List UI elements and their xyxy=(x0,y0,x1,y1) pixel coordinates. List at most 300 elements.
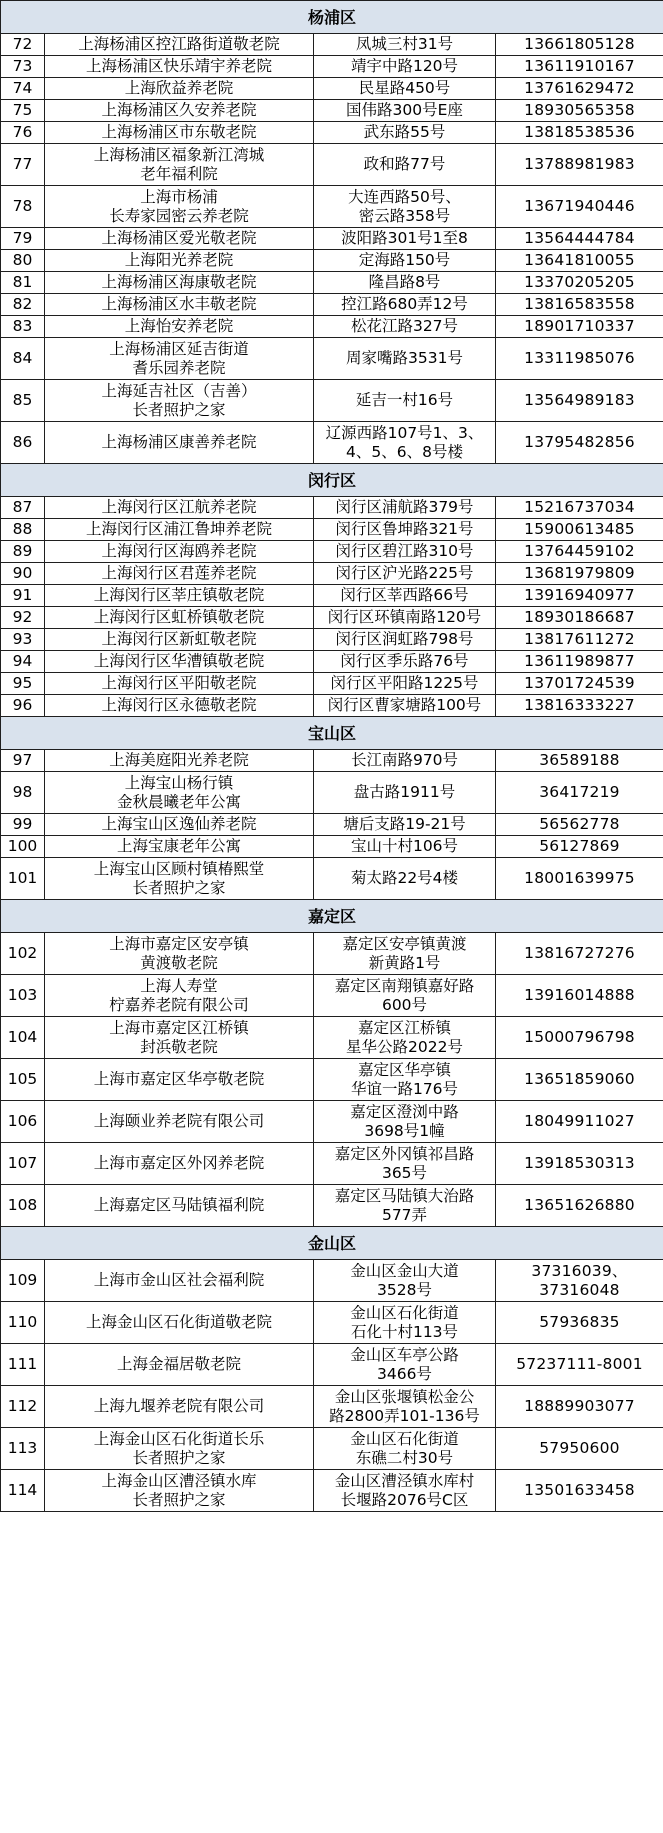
cell-address-line: 国伟路300号E座 xyxy=(346,101,463,119)
cell-phone xyxy=(496,56,663,78)
cell-name-line: 上海闵行区莘庄镇敬老院 xyxy=(93,586,265,604)
cell-name-line: 耆乐园养老院 xyxy=(132,358,226,377)
cell-phone-line: 13671940446 xyxy=(524,197,635,215)
cell-phone-line: 56127869 xyxy=(539,837,620,855)
cell-phone xyxy=(496,422,663,464)
cell-address-line: 600号 xyxy=(381,995,428,1014)
cell-address-line: 路2800弄101-136号 xyxy=(329,1406,480,1425)
cell-name xyxy=(45,858,314,900)
cell-address-line: 武东路55号 xyxy=(363,123,446,141)
table-row xyxy=(1,1101,663,1143)
cell-address-line: 3466号 xyxy=(377,1364,432,1383)
district-header-row xyxy=(1,1,663,34)
cell-phone xyxy=(496,814,663,836)
cell-address xyxy=(314,250,496,272)
cell-name xyxy=(45,607,314,629)
district-title: 杨浦区 xyxy=(1,1,663,34)
cell-address-line: 长堰路2076号C区 xyxy=(340,1490,469,1509)
cell-number: 84 xyxy=(1,338,45,380)
cell-name-line: 上海杨浦区水丰敬老院 xyxy=(101,295,257,313)
cell-address-line: 定海路150号 xyxy=(358,251,451,269)
cell-address-line: 金山区张堰镇松金公 xyxy=(334,1387,475,1406)
cell-phone-line: 13788981983 xyxy=(524,155,635,173)
cell-phone-line: 18049911027 xyxy=(524,1112,635,1130)
cell-name-line: 上海闵行区华漕镇敬老院 xyxy=(93,652,265,670)
cell-number: 109 xyxy=(1,1260,45,1302)
cell-phone xyxy=(496,1143,663,1185)
cell-phone xyxy=(496,673,663,695)
cell-address xyxy=(314,1470,496,1512)
cell-number: 93 xyxy=(1,629,45,651)
district-header-row xyxy=(1,1227,663,1260)
cell-name-line: 上海市嘉定区江桥镇 xyxy=(109,1018,249,1037)
cell-phone xyxy=(496,1386,663,1428)
cell-number: 95 xyxy=(1,673,45,695)
cell-name-line: 柠嘉养老院有限公司 xyxy=(109,995,249,1014)
cell-number: 96 xyxy=(1,695,45,717)
table-row xyxy=(1,497,663,519)
cell-address xyxy=(314,497,496,519)
table-row xyxy=(1,651,663,673)
cell-address xyxy=(314,228,496,250)
cell-address-line: 闵行区季乐路76号 xyxy=(340,652,469,670)
cell-name xyxy=(45,519,314,541)
cell-name-line: 上海闵行区新虹敬老院 xyxy=(101,630,257,648)
cell-phone xyxy=(496,836,663,858)
cell-name xyxy=(45,1470,314,1512)
cell-name xyxy=(45,750,314,772)
cell-name-line: 上海闵行区浦江鲁坤养老院 xyxy=(85,520,272,538)
cell-phone-line: 36417219 xyxy=(539,783,620,801)
cell-number: 89 xyxy=(1,541,45,563)
cell-number: 108 xyxy=(1,1185,45,1227)
cell-name-line: 上海金山区漕泾镇水库 xyxy=(101,1471,257,1490)
cell-phone xyxy=(496,651,663,673)
cell-phone xyxy=(496,1302,663,1344)
cell-number: 90 xyxy=(1,563,45,585)
cell-phone xyxy=(496,34,663,56)
cell-address xyxy=(314,294,496,316)
cell-phone-line: 15900613485 xyxy=(524,520,635,538)
cell-phone xyxy=(496,1428,663,1470)
cell-phone-line: 13501633458 xyxy=(524,1481,635,1499)
cell-phone-line: 13795482856 xyxy=(524,433,635,451)
cell-number: 113 xyxy=(1,1428,45,1470)
cell-name-line: 上海杨浦区海康敬老院 xyxy=(101,273,257,291)
cell-name-line: 上海闵行区虹桥镇敬老院 xyxy=(93,608,265,626)
cell-address-line: 4、5、6、8号楼 xyxy=(346,442,463,461)
cell-phone xyxy=(496,1470,663,1512)
cell-address-line: 闵行区莘西路66号 xyxy=(340,586,469,604)
cell-phone-line: 13916940977 xyxy=(524,586,635,604)
cell-number: 75 xyxy=(1,100,45,122)
cell-name xyxy=(45,651,314,673)
cell-address-line: 金山区石化街道 xyxy=(350,1303,459,1322)
cell-name xyxy=(45,541,314,563)
cell-address xyxy=(314,1101,496,1143)
cell-address xyxy=(314,338,496,380)
cell-address xyxy=(314,695,496,717)
cell-phone xyxy=(496,186,663,228)
cell-address xyxy=(314,186,496,228)
table-row xyxy=(1,541,663,563)
district-title: 宝山区 xyxy=(1,717,663,750)
cell-address xyxy=(314,673,496,695)
cell-name-line: 长者照护之家 xyxy=(132,878,226,897)
table-row xyxy=(1,1185,663,1227)
cell-address-line: 波阳路301号1至8 xyxy=(341,229,468,247)
cell-name-line: 上海九堰养老院有限公司 xyxy=(93,1397,265,1415)
cell-phone-line: 36589188 xyxy=(539,751,620,769)
cell-phone xyxy=(496,316,663,338)
cell-address-line: 密云路358号 xyxy=(358,206,451,225)
cell-name-line: 上海闵行区君莲养老院 xyxy=(101,564,257,582)
cell-name xyxy=(45,563,314,585)
cell-name xyxy=(45,772,314,814)
cell-name xyxy=(45,144,314,186)
cell-name xyxy=(45,673,314,695)
cell-phone xyxy=(496,607,663,629)
cell-name-line: 上海杨浦区爱光敬老院 xyxy=(101,229,257,247)
cell-phone xyxy=(496,380,663,422)
cell-phone-line: 13651859060 xyxy=(524,1070,635,1088)
cell-address-line: 延吉一村16号 xyxy=(355,391,454,409)
cell-phone-line: 13681979809 xyxy=(524,564,635,582)
cell-phone xyxy=(496,585,663,607)
cell-phone-line: 13817611272 xyxy=(524,630,635,648)
cell-phone xyxy=(496,1260,663,1302)
cell-name xyxy=(45,1344,314,1386)
cell-phone-line: 13764459102 xyxy=(524,542,635,560)
cell-address xyxy=(314,772,496,814)
cell-name xyxy=(45,338,314,380)
district-title: 闵行区 xyxy=(1,464,663,497)
cell-name-line: 上海金山区石化街道长乐 xyxy=(93,1429,265,1448)
cell-phone-line: 13761629472 xyxy=(524,79,635,97)
cell-address-line: 嘉定区南翔镇嘉好路 xyxy=(334,976,475,995)
cell-address xyxy=(314,975,496,1017)
district-title: 嘉定区 xyxy=(1,900,663,933)
table-row xyxy=(1,695,663,717)
cell-address xyxy=(314,629,496,651)
cell-name xyxy=(45,34,314,56)
table-row xyxy=(1,100,663,122)
cell-address xyxy=(314,1143,496,1185)
cell-number: 107 xyxy=(1,1143,45,1185)
cell-address-line: 闵行区润虹路798号 xyxy=(335,630,474,648)
table-row xyxy=(1,1143,663,1185)
cell-name-line: 上海闵行区平阳敬老院 xyxy=(101,674,257,692)
table-row xyxy=(1,1260,663,1302)
cell-phone xyxy=(496,629,663,651)
cell-name-line: 上海杨浦区控江路街道敬老院 xyxy=(78,35,280,53)
cell-name-line: 上海金山区石化街道敬老院 xyxy=(85,1313,272,1331)
cell-phone xyxy=(496,1344,663,1386)
cell-phone-line: 13611989877 xyxy=(524,652,635,670)
table-row xyxy=(1,563,663,585)
cell-name-line: 上海杨浦区市东敬老院 xyxy=(101,123,257,141)
table-row xyxy=(1,1470,663,1512)
cell-phone-line: 15000796798 xyxy=(524,1028,635,1046)
cell-phone xyxy=(496,1017,663,1059)
cell-phone-line: 57936835 xyxy=(539,1313,620,1331)
cell-name-line: 黄渡敬老院 xyxy=(140,953,218,972)
cell-phone-line: 13916014888 xyxy=(524,986,635,1004)
table-row xyxy=(1,1017,663,1059)
cell-address xyxy=(314,1428,496,1470)
cell-name-line: 老年福利院 xyxy=(140,164,218,183)
cell-phone-line: 13564444784 xyxy=(524,229,635,247)
cell-address xyxy=(314,34,496,56)
cell-name xyxy=(45,1302,314,1344)
cell-phone-line: 18001639975 xyxy=(524,869,635,887)
cell-number: 94 xyxy=(1,651,45,673)
cell-name-line: 上海杨浦区康善养老院 xyxy=(101,433,257,451)
cell-address-line: 石化十村113号 xyxy=(350,1322,459,1341)
cell-phone xyxy=(496,975,663,1017)
district-title: 金山区 xyxy=(1,1227,663,1260)
cell-address xyxy=(314,422,496,464)
cell-number: 79 xyxy=(1,228,45,250)
cell-address xyxy=(314,563,496,585)
cell-name xyxy=(45,380,314,422)
cell-address xyxy=(314,100,496,122)
cell-address-line: 365号 xyxy=(381,1163,428,1182)
cell-name-line: 长者照护之家 xyxy=(132,400,226,419)
cell-name-line: 金秋晨曦老年公寓 xyxy=(116,792,241,811)
cell-address xyxy=(314,933,496,975)
table-row xyxy=(1,250,663,272)
cell-address-line: 民星路450号 xyxy=(358,79,451,97)
table-row xyxy=(1,607,663,629)
cell-address xyxy=(314,1386,496,1428)
cell-address-line: 闵行区碧江路310号 xyxy=(335,542,474,560)
cell-name xyxy=(45,975,314,1017)
cell-address-line: 菊太路22号4楼 xyxy=(350,869,459,887)
cell-name-line: 上海金福居敬老院 xyxy=(116,1355,241,1373)
cell-address-line: 辽源西路107号1、3、 xyxy=(325,423,484,442)
cell-address xyxy=(314,1185,496,1227)
cell-name xyxy=(45,1428,314,1470)
cell-number: 85 xyxy=(1,380,45,422)
cell-address xyxy=(314,122,496,144)
table-row xyxy=(1,186,663,228)
cell-address-line: 金山区漕泾镇水库村 xyxy=(334,1471,475,1490)
cell-name-line: 上海宝康老年公寓 xyxy=(116,837,241,855)
cell-phone-line: 15216737034 xyxy=(524,498,635,516)
cell-number: 98 xyxy=(1,772,45,814)
cell-address xyxy=(314,144,496,186)
cell-name-line: 上海宝山区顾村镇椿熙堂 xyxy=(93,859,265,878)
cell-number: 92 xyxy=(1,607,45,629)
cell-name xyxy=(45,695,314,717)
cell-name xyxy=(45,56,314,78)
cell-phone-line: 57237111-8001 xyxy=(516,1355,643,1373)
cell-address-line: 嘉定区马陆镇大治路 xyxy=(334,1186,475,1205)
cell-address-line: 控江路680弄12号 xyxy=(341,295,468,313)
cell-name xyxy=(45,100,314,122)
table-row xyxy=(1,772,663,814)
cell-number: 99 xyxy=(1,814,45,836)
cell-address xyxy=(314,858,496,900)
cell-phone-line: 18930186687 xyxy=(524,608,635,626)
cell-address-line: 盘古路1911号 xyxy=(353,783,456,801)
cell-number: 111 xyxy=(1,1344,45,1386)
table-row xyxy=(1,673,663,695)
cell-phone-line: 13564989183 xyxy=(524,391,635,409)
cell-name-line: 长者照护之家 xyxy=(132,1490,226,1509)
cell-phone xyxy=(496,1101,663,1143)
cell-name-line: 上海市嘉定区华亭敬老院 xyxy=(93,1070,265,1088)
cell-name xyxy=(45,1017,314,1059)
cell-name-line: 封浜敬老院 xyxy=(140,1037,218,1056)
cell-name-line: 上海欣益养老院 xyxy=(124,79,234,97)
cell-address-line: 松花江路327号 xyxy=(350,317,459,335)
cell-name-line: 上海杨浦区久安养老院 xyxy=(101,101,257,119)
cell-phone xyxy=(496,858,663,900)
cell-number: 80 xyxy=(1,250,45,272)
cell-phone-line: 13816583558 xyxy=(524,295,635,313)
cell-name-line: 上海杨浦区快乐靖宇养老院 xyxy=(85,57,272,75)
cell-address-line: 金山区车亭公路 xyxy=(350,1345,459,1364)
cell-address xyxy=(314,1344,496,1386)
cell-number: 112 xyxy=(1,1386,45,1428)
cell-address xyxy=(314,272,496,294)
cell-name xyxy=(45,316,314,338)
cell-name-line: 上海市嘉定区外冈养老院 xyxy=(93,1154,265,1172)
cell-phone-line: 37316039、 xyxy=(531,1261,628,1280)
cell-name-line: 上海人寿堂 xyxy=(140,976,218,995)
cell-number: 72 xyxy=(1,34,45,56)
cell-number: 110 xyxy=(1,1302,45,1344)
cell-phone-line: 13370205205 xyxy=(524,273,635,291)
cell-name-line: 长者照护之家 xyxy=(132,1448,226,1467)
cell-address xyxy=(314,1017,496,1059)
table-row xyxy=(1,294,663,316)
cell-address-line: 闵行区环镇南路120号 xyxy=(327,608,482,626)
table-row xyxy=(1,144,663,186)
cell-phone-line: 13818538536 xyxy=(524,123,635,141)
cell-phone xyxy=(496,250,663,272)
cell-name-line: 上海市杨浦 xyxy=(140,187,218,206)
cell-address-line: 嘉定区外冈镇祁昌路 xyxy=(334,1144,475,1163)
cell-address-line: 闵行区平阳路1225号 xyxy=(330,674,479,692)
cell-phone xyxy=(496,272,663,294)
cell-address-line: 凤城三村31号 xyxy=(355,35,454,53)
cell-number: 87 xyxy=(1,497,45,519)
cell-address-line: 嘉定区华亭镇 xyxy=(357,1060,451,1079)
cell-name xyxy=(45,1386,314,1428)
cell-address-line: 宝山十村106号 xyxy=(350,837,459,855)
cell-number: 82 xyxy=(1,294,45,316)
table-body xyxy=(1,1,663,1512)
cell-name xyxy=(45,585,314,607)
table-row xyxy=(1,933,663,975)
table-row xyxy=(1,316,663,338)
table-row xyxy=(1,56,663,78)
cell-phone-line: 13311985076 xyxy=(524,349,635,367)
cell-address-line: 新黄路1号 xyxy=(368,953,441,972)
cell-name xyxy=(45,186,314,228)
cell-phone-line: 13816333227 xyxy=(524,696,635,714)
table-row xyxy=(1,34,663,56)
cell-name xyxy=(45,250,314,272)
cell-phone xyxy=(496,228,663,250)
cell-name-line: 长寿家园密云养老院 xyxy=(109,206,249,225)
cell-number: 114 xyxy=(1,1470,45,1512)
cell-address xyxy=(314,750,496,772)
cell-name-line: 上海杨浦区延吉街道 xyxy=(109,339,249,358)
cell-number: 78 xyxy=(1,186,45,228)
cell-phone xyxy=(496,772,663,814)
cell-name-line: 上海闵行区海鸥养老院 xyxy=(101,542,257,560)
cell-name-line: 上海美庭阳光养老院 xyxy=(109,751,249,769)
table-row xyxy=(1,814,663,836)
cell-phone xyxy=(496,563,663,585)
cell-address xyxy=(314,56,496,78)
cell-address-line: 3698号1幢 xyxy=(364,1121,445,1140)
cell-number: 77 xyxy=(1,144,45,186)
cell-address xyxy=(314,1059,496,1101)
cell-name xyxy=(45,422,314,464)
cell-phone xyxy=(496,933,663,975)
table-row xyxy=(1,1059,663,1101)
cell-name xyxy=(45,78,314,100)
cell-phone xyxy=(496,78,663,100)
cell-name xyxy=(45,1185,314,1227)
cell-name xyxy=(45,272,314,294)
table-row xyxy=(1,750,663,772)
table-row xyxy=(1,380,663,422)
cell-phone-line: 13661805128 xyxy=(524,35,635,53)
cell-number: 76 xyxy=(1,122,45,144)
table-row xyxy=(1,585,663,607)
table-row xyxy=(1,1428,663,1470)
cell-number: 86 xyxy=(1,422,45,464)
cell-address xyxy=(314,316,496,338)
cell-name xyxy=(45,933,314,975)
cell-address xyxy=(314,1260,496,1302)
cell-phone xyxy=(496,519,663,541)
cell-phone xyxy=(496,541,663,563)
cell-name-line: 上海杨浦区福象新江湾城 xyxy=(93,145,265,164)
table-row xyxy=(1,519,663,541)
cell-address xyxy=(314,519,496,541)
cell-name-line: 上海阳光养老院 xyxy=(124,251,234,269)
cell-phone-line: 13816727276 xyxy=(524,944,635,962)
cell-name-line: 上海市金山区社会福利院 xyxy=(93,1271,265,1289)
cell-address-line: 嘉定区安亭镇黄渡 xyxy=(342,934,467,953)
cell-phone xyxy=(496,497,663,519)
cell-name-line: 上海嘉定区马陆镇福利院 xyxy=(93,1196,265,1214)
cell-number: 105 xyxy=(1,1059,45,1101)
table-row xyxy=(1,338,663,380)
cell-name xyxy=(45,228,314,250)
cell-address-line: 隆昌路8号 xyxy=(368,273,441,291)
cell-address-line: 闵行区浦航路379号 xyxy=(335,498,474,516)
cell-address-line: 靖宇中路120号 xyxy=(350,57,459,75)
cell-name-line: 上海宝山区逸仙养老院 xyxy=(101,815,257,833)
cell-phone-line: 37316048 xyxy=(539,1280,620,1299)
cell-phone xyxy=(496,100,663,122)
cell-address-line: 政和路77号 xyxy=(363,155,446,173)
cell-address-line: 闵行区曹家塘路100号 xyxy=(327,696,482,714)
cell-name xyxy=(45,629,314,651)
table-row xyxy=(1,629,663,651)
cell-number: 74 xyxy=(1,78,45,100)
cell-phone-line: 18889903077 xyxy=(524,1397,635,1415)
cell-address xyxy=(314,651,496,673)
